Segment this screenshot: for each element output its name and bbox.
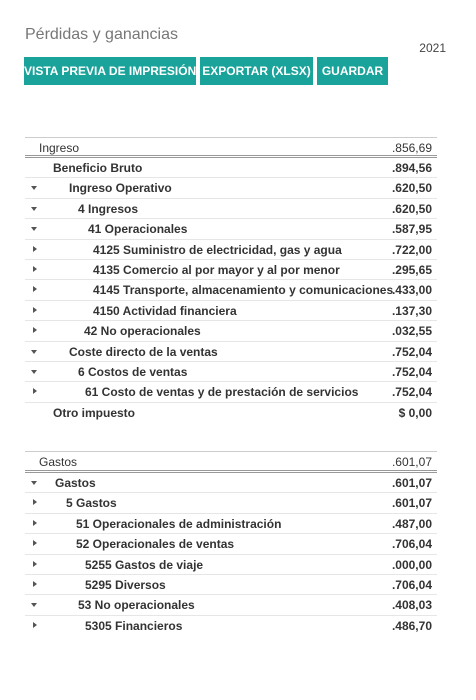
table-row[interactable] — [25, 301, 437, 321]
caret-down-icon[interactable] — [31, 481, 37, 485]
table-row[interactable] — [25, 493, 437, 513]
row-value: .137,30 — [391, 303, 432, 318]
caret-right-icon[interactable] — [33, 561, 37, 567]
caret-down-icon[interactable] — [31, 186, 37, 190]
table-row[interactable] — [25, 260, 437, 280]
row-label: Ingreso Operativo — [69, 181, 172, 196]
caret-down-icon[interactable] — [31, 207, 37, 211]
table-row[interactable] — [25, 362, 437, 382]
row-value: .752,04 — [391, 385, 432, 400]
row-label: 5305 Financieros — [85, 618, 183, 633]
year-label: 2021 — [419, 41, 446, 55]
toolbar — [24, 57, 388, 85]
caret-right-icon[interactable] — [33, 388, 37, 394]
row-value: .587,95 — [391, 222, 432, 237]
caret-right-icon[interactable] — [33, 622, 37, 628]
table-row[interactable] — [25, 382, 437, 402]
row-label: Beneficio Bruto — [53, 161, 143, 175]
caret-right-icon[interactable] — [33, 581, 37, 587]
table-row[interactable] — [25, 178, 437, 198]
expenses-header-value: .601,07 — [391, 455, 432, 469]
row-value: .706,04 — [391, 577, 432, 592]
row-value: .620,50 — [391, 181, 432, 196]
row-label: Coste directo de la ventas — [69, 344, 218, 359]
table-row[interactable] — [25, 616, 437, 636]
table-row[interactable] — [25, 514, 437, 534]
table-row[interactable] — [25, 321, 437, 341]
income-header-value: .856,69 — [391, 141, 432, 155]
row-value: .408,03 — [391, 598, 432, 613]
table-row[interactable] — [25, 280, 437, 300]
row-label: 53 No operacionales — [78, 598, 195, 613]
income-section — [25, 137, 437, 423]
row-value: .722,00 — [391, 242, 432, 257]
row-label: 6 Costos de ventas — [78, 364, 188, 379]
table-row[interactable] — [25, 342, 437, 362]
row-label: Gastos — [55, 476, 96, 490]
row-label: 5 Gastos — [66, 496, 117, 511]
caret-right-icon[interactable] — [33, 540, 37, 546]
caret-down-icon[interactable] — [31, 350, 37, 354]
caret-right-icon[interactable] — [33, 307, 37, 313]
row-value: $ 0,00 — [398, 405, 432, 420]
row-label: 4135 Comercio al por mayor y al por menor — [93, 262, 340, 277]
row-label: 4145 Transporte, almacenamiento y comunicaciones — [93, 283, 394, 298]
table-row[interactable] — [25, 240, 437, 260]
row-label: 5255 Gastos de viaje — [85, 557, 204, 572]
row-label: 4125 Suministro de electricidad, gas y agua — [93, 242, 342, 257]
caret-right-icon[interactable] — [33, 266, 37, 272]
row-label: 4 Ingresos — [78, 201, 139, 216]
row-value: .752,04 — [391, 364, 432, 379]
caret-down-icon[interactable] — [31, 603, 37, 607]
table-row[interactable] — [25, 575, 437, 595]
row-label: 61 Costo de ventas y de prestación de servicios — [85, 385, 359, 400]
row-label: Otro impuesto — [53, 405, 136, 420]
caret-right-icon[interactable] — [33, 499, 37, 505]
row-value: .620,50 — [391, 201, 432, 216]
expenses-section — [25, 451, 437, 636]
row-value: .433,00 — [391, 283, 432, 298]
income-header-label: Ingreso — [39, 141, 80, 155]
row-value: .486,70 — [391, 618, 432, 633]
table-row[interactable] — [25, 158, 437, 178]
row-label: 52 Operacionales de ventas — [76, 537, 235, 552]
export-xlsx-button[interactable]: EXPORTAR (XLSX) — [200, 57, 313, 85]
table-row[interactable] — [25, 199, 437, 219]
expenses-header-label: Gastos — [39, 455, 78, 469]
expenses-header-row — [25, 451, 437, 473]
caret-right-icon[interactable] — [33, 327, 37, 333]
table-row[interactable] — [25, 473, 437, 493]
page-title: Pérdidas y ganancias — [25, 26, 178, 43]
row-label: 41 Operacionales — [88, 222, 188, 237]
row-label: 51 Operacionales de administración — [76, 516, 282, 531]
row-value: .894,56 — [391, 161, 432, 175]
row-label: 42 No operacionales — [84, 324, 201, 339]
row-value: .487,00 — [391, 516, 432, 531]
row-value: .295,65 — [391, 262, 432, 277]
row-value: .752,04 — [391, 344, 432, 359]
table-row[interactable] — [25, 555, 437, 575]
print-preview-button[interactable]: VISTA PREVIA DE IMPRESIÓN — [24, 57, 196, 85]
caret-right-icon[interactable] — [33, 520, 37, 526]
row-value: .601,07 — [391, 496, 432, 511]
table-row[interactable] — [25, 595, 437, 615]
caret-down-icon[interactable] — [31, 227, 37, 231]
caret-right-icon[interactable] — [33, 286, 37, 292]
table-row[interactable] — [25, 534, 437, 554]
caret-down-icon[interactable] — [31, 370, 37, 374]
row-value: .000,00 — [391, 557, 432, 572]
save-button[interactable]: GUARDAR — [317, 57, 388, 85]
row-value: .601,07 — [391, 476, 432, 490]
table-row[interactable] — [25, 219, 437, 239]
table-row[interactable] — [25, 403, 437, 423]
income-header-row — [25, 137, 437, 158]
row-value: .706,04 — [391, 537, 432, 552]
caret-right-icon[interactable] — [33, 246, 37, 252]
row-label: 5295 Diversos — [85, 577, 166, 592]
row-value: .032,55 — [391, 324, 432, 339]
row-label: 4150 Actividad financiera — [93, 303, 237, 318]
